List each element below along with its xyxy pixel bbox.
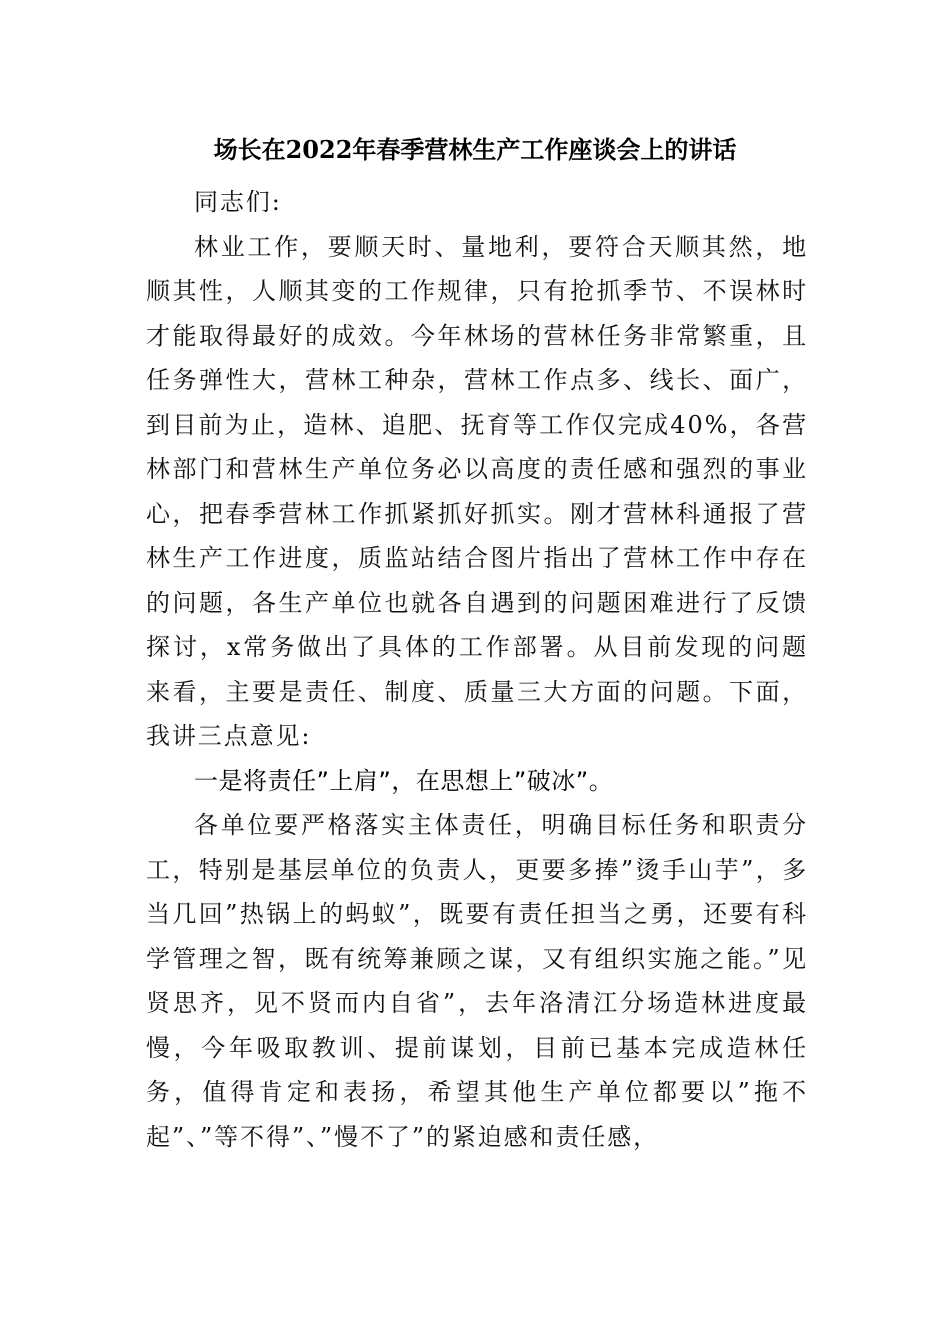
salutation: 同志们: bbox=[194, 188, 282, 216]
section-heading-1: 一是将责任”上肩”，在思想上”破冰”。 bbox=[194, 766, 614, 795]
document-body bbox=[146, 180, 808, 1159]
paragraph-2: 各单位要严格落实主体责任，明确目标任务和职责分工，特别是基层单位的负责人，更要多捧”烫手山芋”，多当几回”热锅上的蚂蚁”，既要有责任担当之勇，还要有科学管理之智，既有统筹兼顾之谋，又有组织实施之能。”见贤思齐，见不贤而内自省”，去年洛清江分场造林进度最慢，今年吸取教训、提前谋划，目前已基本完成造林任务，值得肯定和表扬，希望其他生产单位都要以”拖不起”、”等不得”、”慢不了”的紧迫感和责任感， bbox=[146, 811, 808, 1151]
document-title: 场长在2022年春季营林生产工作座谈会上的讲话 bbox=[213, 135, 737, 164]
paragraph-1: 林业工作，要顺天时、量地利，要符合天顺其然，地顺其性，人顺其变的工作规律，只有抢抓季节、不误林时才能取得最好的成效。今年林场的营林任务非常繁重，且任务弹性大，营林工种杂，营林工作点多、线长、面广，到目前为止，造林、追肥、抚育等工作仅完成40%，各营林部门和营林生产单位务必以高度的责任感和强烈的事业心，把春季营林工作抓紧抓好抓实。刚才营林科通报了营林生产工作进度，质监站结合图片指出了营林工作中存在的问题，各生产单位也就各自遇到的问题困难进行了反馈探讨，x常务做出了具体的工作部署。从目前发现的问题来看，主要是责任、制度、质量三大方面的问题。下面，我讲三点意见: bbox=[146, 232, 808, 750]
